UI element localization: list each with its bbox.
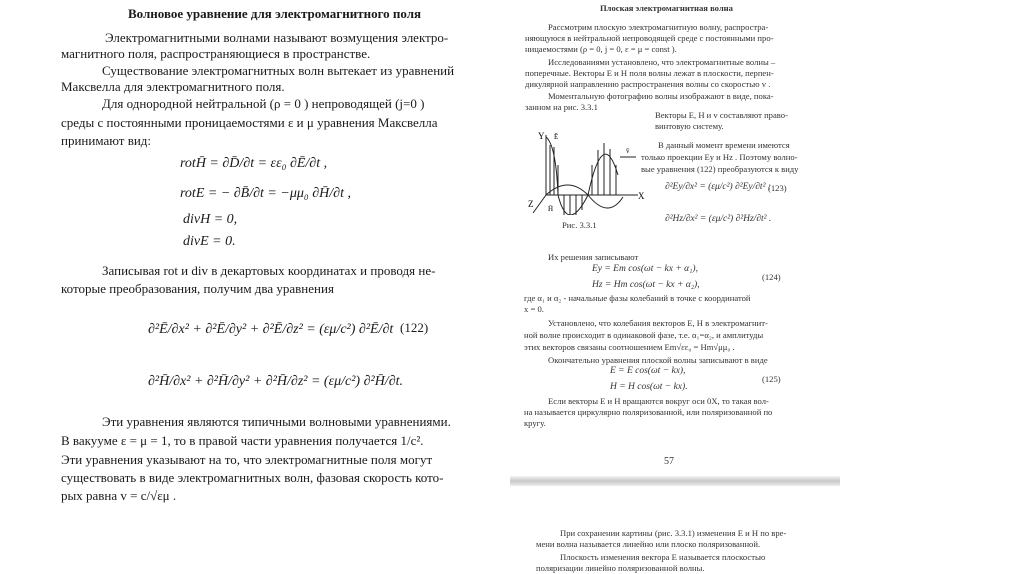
wave-figure xyxy=(528,125,648,215)
text-line: Если векторы E и H вращаются вокруг оси 0X, то такая вол- xyxy=(548,396,769,406)
equation: ∂²Hz/∂x² = (εμ/c²) ∂²Hz/∂t² . xyxy=(665,214,772,224)
text-line: существовать в виде электромагнитных волн, фазовая скорость кото- xyxy=(61,470,444,485)
text-line: вые уравнения (122) преобразуются к виду xyxy=(641,164,799,174)
equation: rotE = − ∂B̄/∂t = −μμ₀ ∂H̄/∂t , xyxy=(180,186,351,201)
equation-number: (124) xyxy=(762,272,781,282)
text-line: Электромагнитными волнами называют возмущения электро- xyxy=(105,30,449,45)
text-line: няющуюся в нейтральной непроводящей среде с постоянными про- xyxy=(525,33,774,43)
text-line: только проекции Ey и Hz . Поэтому волно- xyxy=(641,152,798,162)
text-line: Максвелла для электромагнитного поля. xyxy=(61,79,285,94)
text-line: принимают вид: xyxy=(61,133,152,148)
equation-122: ∂²Ē/∂x² + ∂²Ē/∂y² + ∂²Ē/∂z² = (εμ/c²) ∂²Ē/∂t xyxy=(148,322,394,337)
text-line: кругу. xyxy=(524,418,546,428)
equation: divH = 0, xyxy=(183,212,238,227)
text-line: занном на рис. 3.3.1 xyxy=(525,102,598,112)
text-line: ницаемостями (ρ = 0, j = 0, ε = μ = const ). xyxy=(525,44,677,54)
text-line: которые преобразования, получим два уравнения xyxy=(61,281,334,296)
equation: divE = 0. xyxy=(183,234,236,249)
fig-label-v: v̄ xyxy=(626,147,630,155)
text-line: ной волне происходит в одинаковой фазе, т.е. α₁=α₂, и амплитуды xyxy=(524,330,764,340)
equation-125: E = E cos(ωt − kx), xyxy=(610,366,686,376)
text-line: Плоскость изменения вектора E называется плоскостью xyxy=(560,552,766,562)
text-line: Их решения записывают xyxy=(548,252,639,262)
equation-125: H = H cos(ωt − kx). xyxy=(610,382,688,392)
text-line: рых равна v = c/√εμ . xyxy=(61,488,177,503)
text-line: Записывая rot и div в декартовых координатах и проводя не- xyxy=(102,263,436,278)
text-line: x = 0. xyxy=(524,304,544,314)
text-line: Установлено, что колебания векторов E, H в электромагнит- xyxy=(548,318,768,328)
equation-number: (125) xyxy=(762,374,781,384)
left-title: Волновое уравнение для электромагнитного поля xyxy=(128,6,422,21)
text-line: винтовую систему. xyxy=(655,121,724,131)
fig-label-y: Y xyxy=(538,131,545,141)
text-line: В вакууме ε = μ = 1, то в правой части уравнения получается 1/c². xyxy=(61,433,424,448)
page-number: 57 xyxy=(664,456,674,467)
fig-label-e: Ē xyxy=(554,133,559,141)
text-line: где α₁ и α₂ - начальные фазы колебаний в точке с координатой xyxy=(524,293,751,303)
equation-124: Hz = Hm cos(ωt − kx + α₂), xyxy=(592,280,700,290)
text-line: Эти уравнения указывают на то, что электромагнитные поля могут xyxy=(61,452,433,467)
fig-label-z: Z xyxy=(528,199,534,209)
equation-number: (123) xyxy=(768,183,787,193)
text-line: дикулярной направлению распространения волны со скоростью v . xyxy=(525,79,771,89)
text-line: на называется циркулярно поляризованной, или поляризованной по xyxy=(524,407,773,417)
equation-number: (122) xyxy=(400,320,429,335)
text-line: При сохранении картины (рис. 3.3.1) изменения E и H по вре- xyxy=(560,528,787,538)
figure-caption: Рис. 3.3.1 xyxy=(562,220,597,230)
equation: ∂²H̄/∂x² + ∂²H̄/∂y² + ∂²H̄/∂z² = (εμ/c²) ∂²H̄/∂t. xyxy=(148,374,404,389)
text-line: Векторы E, H и v составляют право- xyxy=(655,110,788,120)
text-line: магнитного поля, распространяющиеся в пространстве. xyxy=(61,46,371,61)
fig-label-x: X xyxy=(638,191,645,201)
equation-124: Ey = Em cos(ωt − kx + α₁), xyxy=(592,264,698,274)
equation-123: ∂²Ey/∂x² = (εμ/c²) ∂²Ey/∂t² ; xyxy=(665,182,771,192)
text-line: среды с постоянными проницаемостями ε и μ уравнения Максвелла xyxy=(61,115,438,130)
page-break xyxy=(510,476,840,486)
text-line: Рассмотрим плоскую электромагнитную волну, распростра- xyxy=(548,22,769,32)
text-line: Существование электромагнитных волн вытекает из уравнений xyxy=(102,63,455,78)
right-title: Плоская электромагнитная волна xyxy=(600,3,733,13)
text-line: мени волна называется линейно или плоско поляризованной. xyxy=(536,539,761,549)
equation: rotH̄ = ∂D̄/∂t = εε₀ ∂Ē/∂t , xyxy=(180,156,328,171)
text-line: В данный момент времени имеются xyxy=(658,140,790,150)
text-line: этих векторов связаны соотношением Em√εε₀ = Hm√μμ₀ . xyxy=(524,342,735,352)
text-line: Исследованиями установлено, что электромагнитные волны – xyxy=(548,57,776,67)
text-line: поляризации линейно поляризованной волны. xyxy=(536,563,705,573)
text-line: Для однородной нейтральной (ρ = 0 ) непроводящей (j=0 ) xyxy=(102,96,425,111)
fig-label-h: H̄ xyxy=(548,205,554,213)
text-line: Моментальную фотографию волны изображают в виде, пока- xyxy=(548,91,774,101)
text-line: Окончательно уравнения плоской волны записывают в виде xyxy=(548,355,768,365)
text-line: поперечные. Векторы E и H поля волны лежат в плоскости, перпен- xyxy=(525,68,774,78)
text-line: Эти уравнения являются типичными волновыми уравнениями. xyxy=(102,414,451,429)
